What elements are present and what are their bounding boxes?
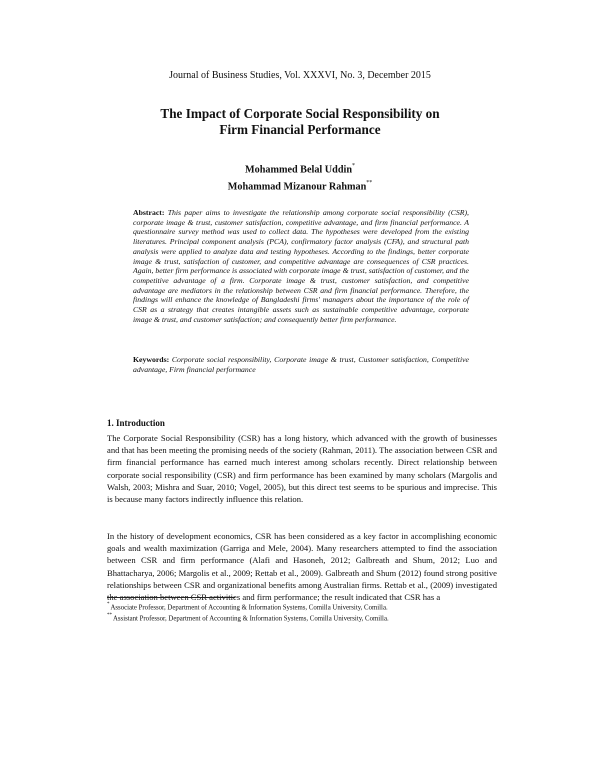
section-heading-introduction: 1. Introduction — [107, 418, 165, 428]
footnote-divider — [107, 597, 235, 598]
abstract-text: This paper aims to investigate the relationship among corporate social responsibility (CSR), corporate image & trust, customer satisfaction, competitive advantage, and firm financial performance. A questionnaire survey method was used to collect data. The hypotheses were developed from the existing literatures. Principal component analysis (PCA), confirmatory factor analysis (CFA), and structural path analysis were applied to analyze data and testing hypotheses. According to the findings, better corporate image & trust, satisfaction of customer, and competitive advantage are consequences of CSR practices. Again, better firm performance is associated with corporate image & trust, satisfaction of customer, and the competitive advantage of a firm. Corporate image & trust, customer satisfaction, and competitive advantage are mediators in the relationship between CSR and firm financial performance. Therefore, the findings will enhance the knowledge of Bangladeshi firms' managers about the importance of the role of CSR as a strategy that creates intangible assets such as sustainable competitive advantage, corporate image & trust, and customer satisfaction; and consequently better firm performance. — [133, 208, 469, 324]
abstract — [133, 208, 469, 324]
footnote-1 — [107, 601, 507, 612]
title-line-2: Firm Financial Performance — [219, 122, 381, 137]
author-2-name: Mohammad Mizanour Rahman — [227, 181, 367, 193]
author-1-footnote-mark: * — [351, 163, 355, 169]
author-1 — [0, 160, 600, 177]
footnote-2 — [107, 612, 507, 623]
author-list — [0, 160, 600, 195]
keywords — [133, 355, 469, 374]
footnote-1-text: Associate Professor, Department of Accounting & Information Systems, Comilla University, Comilla. — [110, 604, 388, 612]
journal-header: Journal of Business Studies, Vol. XXXVI, No. 3, December 2015 — [169, 70, 431, 81]
abstract-label: Abstract: — [133, 208, 165, 217]
author-2 — [0, 177, 600, 194]
title-line-1: The Impact of Corporate Social Responsibility on — [160, 106, 440, 121]
footnote-1-mark: * — [107, 602, 110, 607]
keywords-text: Corporate social responsibility, Corporate image & trust, Customer satisfaction, Competitive advantage, Firm financial performance — [133, 355, 469, 374]
paper-title — [100, 106, 500, 138]
body-paragraph: In the history of development economics, CSR has been considered as a key factor in accomplishing economic goals and wealth maximization (Garriga and Mele, 2004). Many researchers attempted to find the association between CSR and firm performance (Alafi and Hasoneh, 2012; Galbreath and Shum, 2012; Luo and Bhattacharya, 2006; Margolis et al., 2009; Rettab et al., 2009). Galbreath and Shum (2012) found strong positive relationships between CSR and organizational benefits among Australian firms. Rettab et al., (2009) investigated the association between CSR activities and firm performance; the result indicated that CSR has a — [107, 531, 497, 603]
keywords-label: Keywords: — [133, 355, 170, 364]
footnote-2-mark: ** — [107, 613, 112, 618]
footnote-2-text: Assistant Professor, Department of Accounting & Information Systems, Comilla University, Comilla. — [113, 615, 389, 623]
author-1-name: Mohammed Belal Uddin — [245, 164, 352, 176]
author-2-footnote-mark: ** — [366, 180, 373, 187]
body-paragraph: The Corporate Social Responsibility (CSR) has a long history, which advanced with the growth of businesses and that has been meeting the promising needs of the society (Rahman, 2011). The association between CSR and firm financial performance has earned much interest among scholars recently. Direct relationship between corporate social responsibility (CSR) and firm performance has been examined by many scholars (Margolis and Walsh, 2003; Mishra and Suar, 2010; Vogel, 2005), but this direct test seems to be spurious and imprecise. This is because many factors indirectly influence this relation. — [107, 433, 497, 505]
